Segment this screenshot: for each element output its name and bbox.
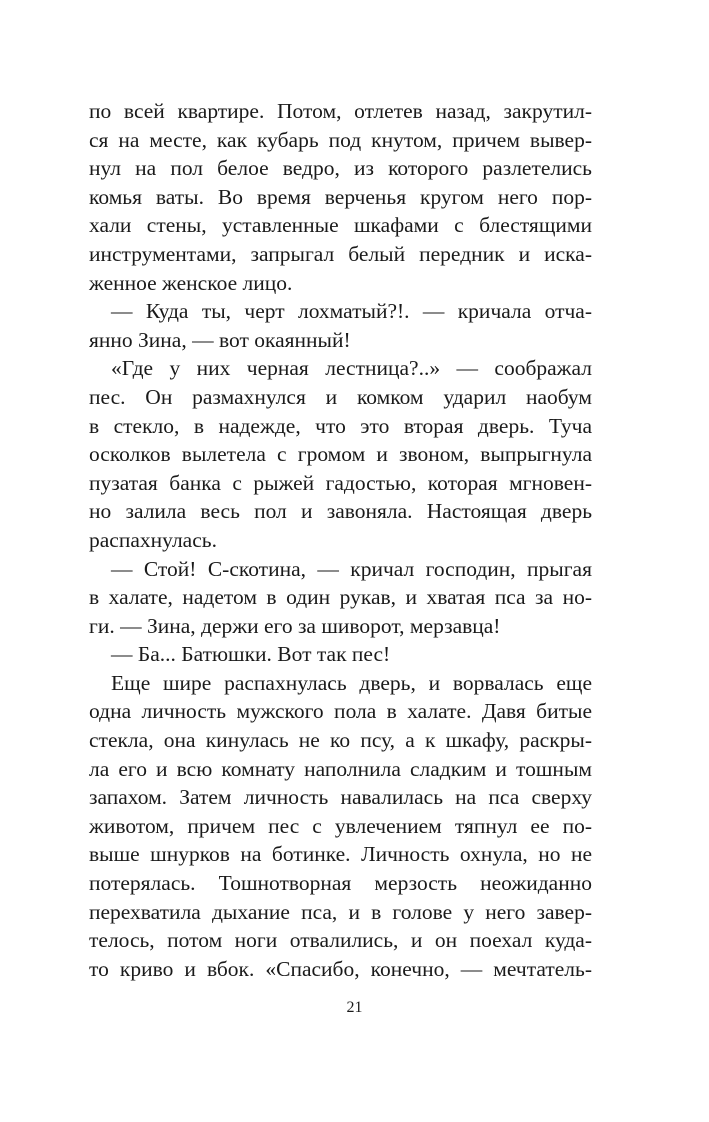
text-line: телось, потом ноги отвалились, и он поехал куда-	[89, 928, 592, 953]
text-line: — Стой! С-скотина, — кричал господин, прыгая	[111, 556, 592, 581]
text-line: пес. Он размахнулся и комком ударил наобум	[89, 384, 592, 409]
text-line: потерялась. Тошнотворная мерзость неожиданно	[89, 871, 592, 896]
text-line: нул на пол белое ведро, из которого разлетелись	[89, 156, 592, 181]
text-line: инструментами, запрыгал белый передник и иска-	[89, 241, 592, 266]
text-line: выше шнурков на ботинке. Личность охнула, но не	[89, 842, 592, 867]
text-line: по всей квартире. Потом, отлетев назад, закрутил-	[89, 99, 592, 123]
text-line: женное женское лицо.	[89, 270, 293, 295]
text-line: ся на месте, как кубарь под кнутом, причем вывер-	[89, 127, 592, 152]
text-line: ла его и всю комнату наполнила сладким и тошным	[89, 756, 592, 781]
text-line: хали стены, уставленные шкафами с блестящими	[89, 213, 592, 238]
body-text	[89, 97, 592, 983]
text-line: — Куда ты, черт лохматый?!. — кричала отча-	[111, 299, 592, 324]
text-line: янно Зина, — вот окаянный!	[89, 327, 351, 352]
text-line: ги. — Зина, держи его за шиворот, мерзавца!	[89, 613, 501, 638]
text-line: в стекло, в надежде, что это вторая дверь. Туча	[89, 413, 592, 438]
page-number: 21	[346, 999, 363, 1016]
text-line: распахнулась.	[89, 527, 217, 552]
text-line: запахом. Затем личность навалилась на пса сверху	[89, 785, 592, 810]
text-line: — Ба... Батюшки. Вот так пес!	[111, 642, 391, 667]
text-line: перехватила дыхание пса, и в голове у него завер-	[89, 899, 592, 924]
text-line: осколков вылетела с громом и звоном, выпрыгнула	[89, 442, 592, 467]
text-line: животом, причем пес с увлечением тяпнул ее по-	[89, 813, 592, 838]
text-line: «Где у них черная лестница?..» — соображал	[111, 356, 592, 381]
text-line: одна личность мужского пола в халате. Давя битые	[89, 699, 592, 724]
text-line: то криво и вбок. «Спасибо, конечно, — мечтатель-	[89, 956, 592, 981]
text-line: пузатая банка с рыжей гадостью, которая мгновен-	[89, 470, 592, 495]
text-line: Еще шире распахнулась дверь, и ворвалась еще	[111, 670, 592, 695]
text-line: в халате, надетом в один рукав, и хватая пса за но-	[89, 585, 592, 610]
text-line: стекла, она кинулась не ко псу, а к шкафу, раскры-	[89, 728, 592, 753]
text-line: но залила весь пол и завоняла. Настоящая дверь	[89, 499, 592, 524]
text-line: комья ваты. Во время верченья кругом него пор-	[89, 184, 592, 209]
